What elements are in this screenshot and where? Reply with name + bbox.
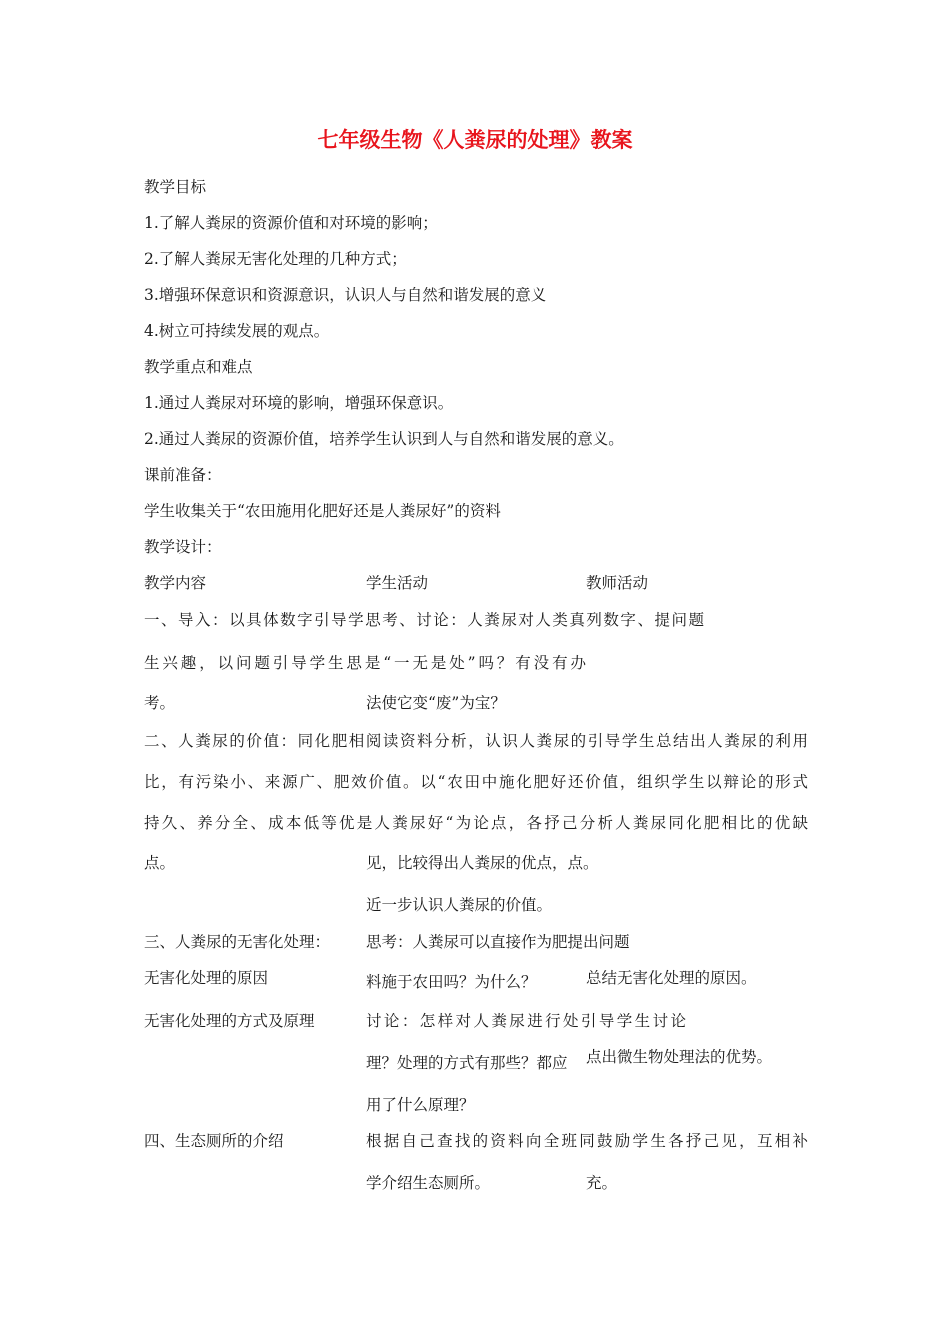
objective-item-2: 2.了解人粪尿无害化处理的几种方式； — [144, 250, 407, 268]
preparation-heading: 课前准备： — [144, 466, 222, 484]
section2-line3: 持久、养分全、成本低等优是人粪尿好“为论点，各抒己分析人粪尿同化肥相比的优缺 — [144, 814, 808, 832]
key-points-heading: 教学重点和难点 — [144, 358, 253, 376]
section3-left3: 无害化处理的方式及原理 — [144, 1012, 315, 1030]
section2-line4-mid: 见，比较得出人粪尿的优点，点。 — [366, 854, 599, 872]
section3-right4: 点出微生物处理法的优势。 — [586, 1048, 773, 1066]
section3-mid3: 讨论：怎样对人粪尿进行处引导学生讨论 — [366, 1012, 686, 1030]
section3-mid4: 理？处理的方式有那些？都应 — [366, 1054, 568, 1072]
section4-heading: 四、生态厕所的介绍 — [144, 1132, 284, 1150]
section2-line2: 比，有污染小、来源广、肥效价值。以“农田中施化肥好还价值，组织学生以辩论的形式 — [144, 773, 808, 791]
section3-left2: 无害化处理的原因 — [144, 969, 269, 987]
section3-mid5: 用了什么原理？ — [366, 1096, 475, 1114]
section4-right2: 充。 — [586, 1174, 618, 1192]
section3-heading: 三、人粪尿的无害化处理： — [144, 933, 331, 951]
key-point-item-2: 2.通过人粪尿的资源价值，培养学生认识到人与自然和谐发展的意义。 — [144, 430, 624, 448]
objectives-heading: 教学目标 — [144, 178, 207, 196]
preparation-text: 学生收集关于“农田施用化肥好还是人粪尿好”的资料 — [144, 502, 501, 520]
key-point-item-1: 1.通过人粪尿对环境的影响，增强环保意识。 — [144, 394, 454, 412]
section1-line2: 生兴趣，以问题引导学生思是“一无是处”吗？有没有办 — [144, 654, 586, 672]
design-heading: 教学设计： — [144, 538, 222, 556]
section1-line3-mid: 法使它变“废”为宝？ — [366, 694, 506, 712]
section3-mid1: 思考：人粪尿可以直接作为肥提出问题 — [366, 933, 630, 951]
section3-mid2: 料施于农田吗？为什么？ — [366, 973, 537, 991]
section2-line4-left: 点。 — [144, 854, 176, 872]
document-title: 七年级生物《人粪尿的处理》教案 — [317, 128, 633, 152]
column-header-content: 教学内容 — [144, 574, 207, 592]
section2-line1: 二、人粪尿的价值：同化肥相阅读资料分析，认识人粪尿的引导学生总结出人粪尿的利用 — [144, 732, 808, 750]
objective-item-1: 1.了解人粪尿的资源价值和对环境的影响； — [144, 214, 438, 232]
objective-item-4: 4.树立可持续发展的观点。 — [144, 322, 330, 340]
column-header-student: 学生活动 — [366, 574, 429, 592]
section3-right2: 总结无害化处理的原因。 — [586, 969, 757, 987]
section1-line3-left: 考。 — [144, 694, 176, 712]
section1-line1: 一、导入：以具体数字引导学思考、讨论：人粪尿对人类真列数字、提问题 — [144, 611, 704, 629]
objective-item-3: 3.增强环保意识和资源意识，认识人与自然和谐发展的意义 — [144, 286, 547, 304]
section2-line5-mid: 近一步认识人粪尿的价值。 — [366, 896, 553, 914]
section4-mid1: 根据自己查找的资料向全班同鼓励学生各抒己见，互相补 — [366, 1132, 808, 1150]
column-header-teacher: 教师活动 — [586, 574, 649, 592]
section4-mid2: 学介绍生态厕所。 — [366, 1174, 491, 1192]
